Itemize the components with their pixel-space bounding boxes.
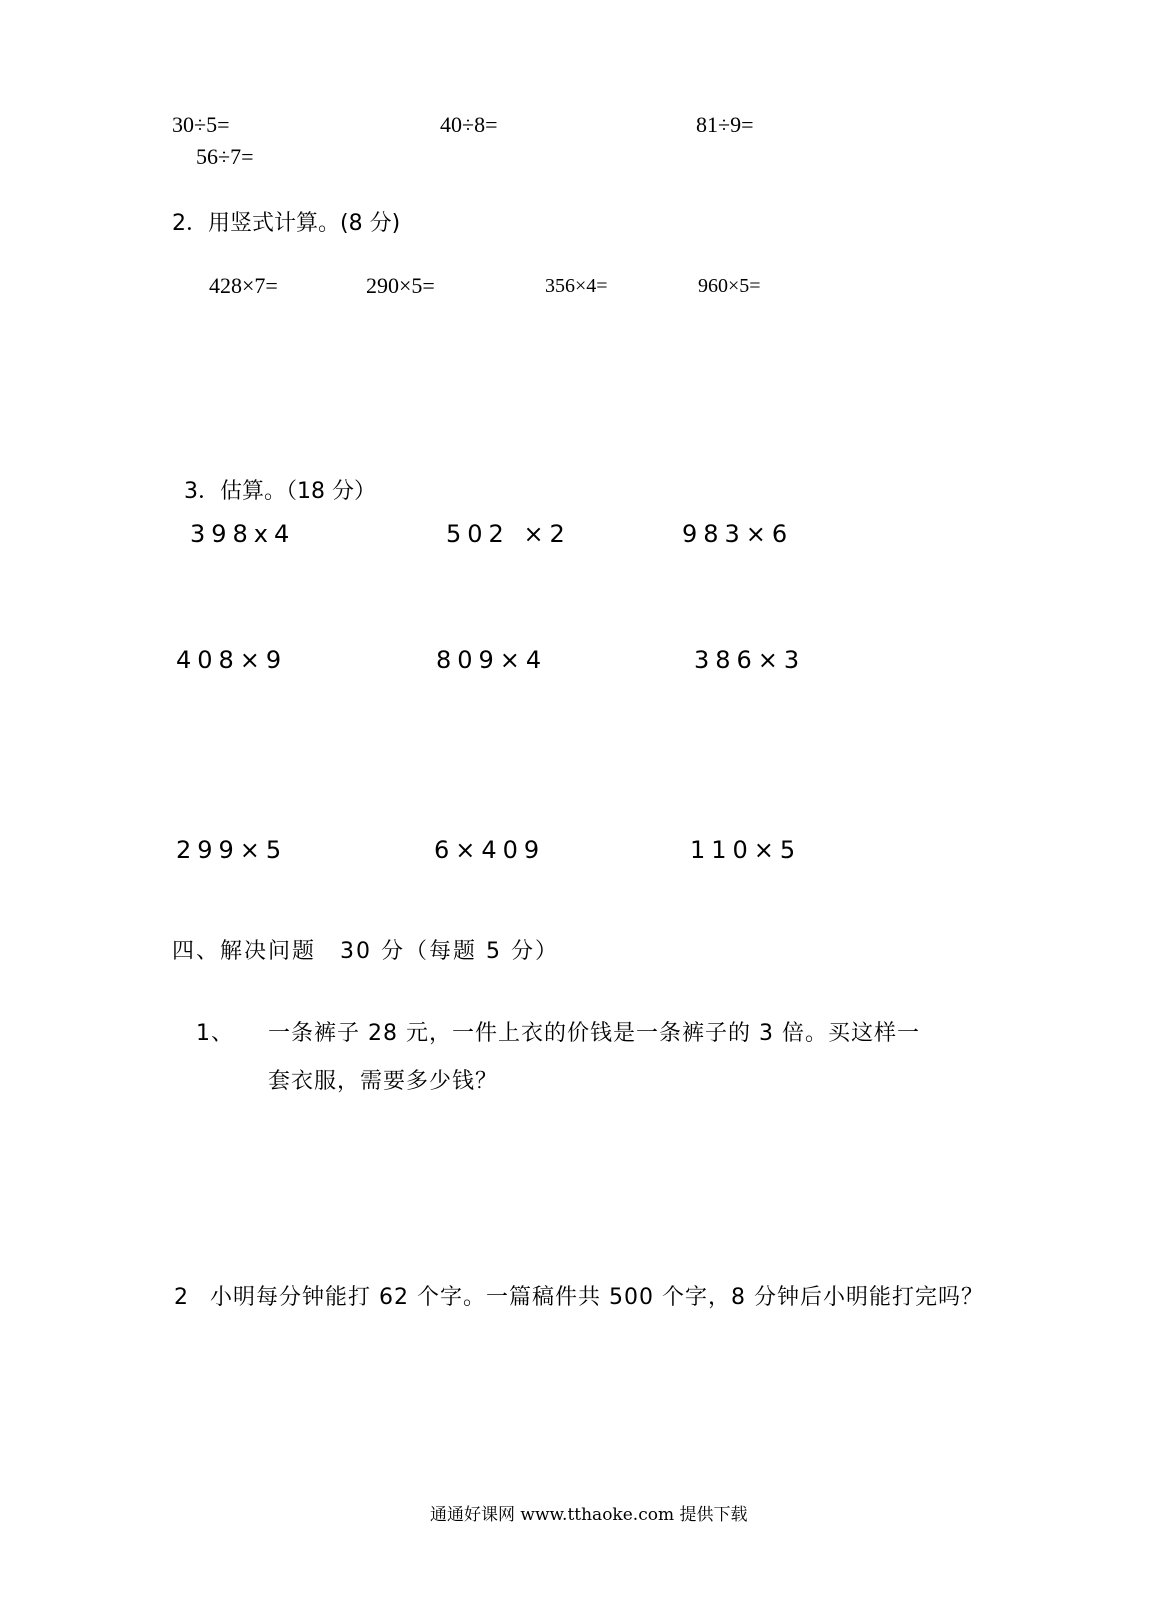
vertical-calc-2: 290×5=	[366, 273, 435, 298]
estimate-4: 408×9	[176, 646, 288, 674]
estimate-3: 983×6	[682, 520, 794, 548]
problem2-text: 小明每分钟能打 62 个字。一篇稿件共 500 个字，8 分钟后小明能打完吗？	[210, 1285, 984, 1310]
section4-title: 四、解决问题 30 分（每题 5 分）	[172, 939, 559, 964]
problem2-number: 2	[174, 1285, 189, 1310]
division-1: 30÷5=	[172, 112, 230, 137]
page-footer: 通通好课网 www.tthaoke.com 提供下载	[430, 1505, 748, 1525]
estimate-6: 386×3	[694, 646, 806, 674]
estimate-2: 502 ×2	[446, 520, 571, 548]
section3-title: 3．估算。（18 分）	[184, 479, 376, 504]
division-2: 40÷8=	[440, 112, 498, 137]
estimate-9: 110×5	[690, 836, 802, 864]
problem1-number: 1、	[196, 1021, 234, 1046]
division-4: 56÷7=	[196, 144, 254, 169]
estimate-1: 398x4	[190, 520, 296, 548]
problem1-line1: 一条裤子 28 元，一件上衣的价钱是一条裤子的 3 倍。买这样一	[268, 1021, 920, 1046]
vertical-calc-1: 428×7=	[209, 273, 278, 298]
estimate-7: 299×5	[176, 836, 288, 864]
section2-title: 2．用竖式计算。(8 分)	[172, 211, 401, 236]
problem1-line2: 套衣服，需要多少钱？	[268, 1069, 499, 1094]
estimate-5: 809×4	[436, 646, 548, 674]
vertical-calc-3: 356×4=	[545, 275, 608, 297]
division-3: 81÷9=	[696, 112, 754, 137]
estimate-8: 6×409	[434, 836, 546, 864]
vertical-calc-4: 960×5=	[698, 275, 761, 297]
